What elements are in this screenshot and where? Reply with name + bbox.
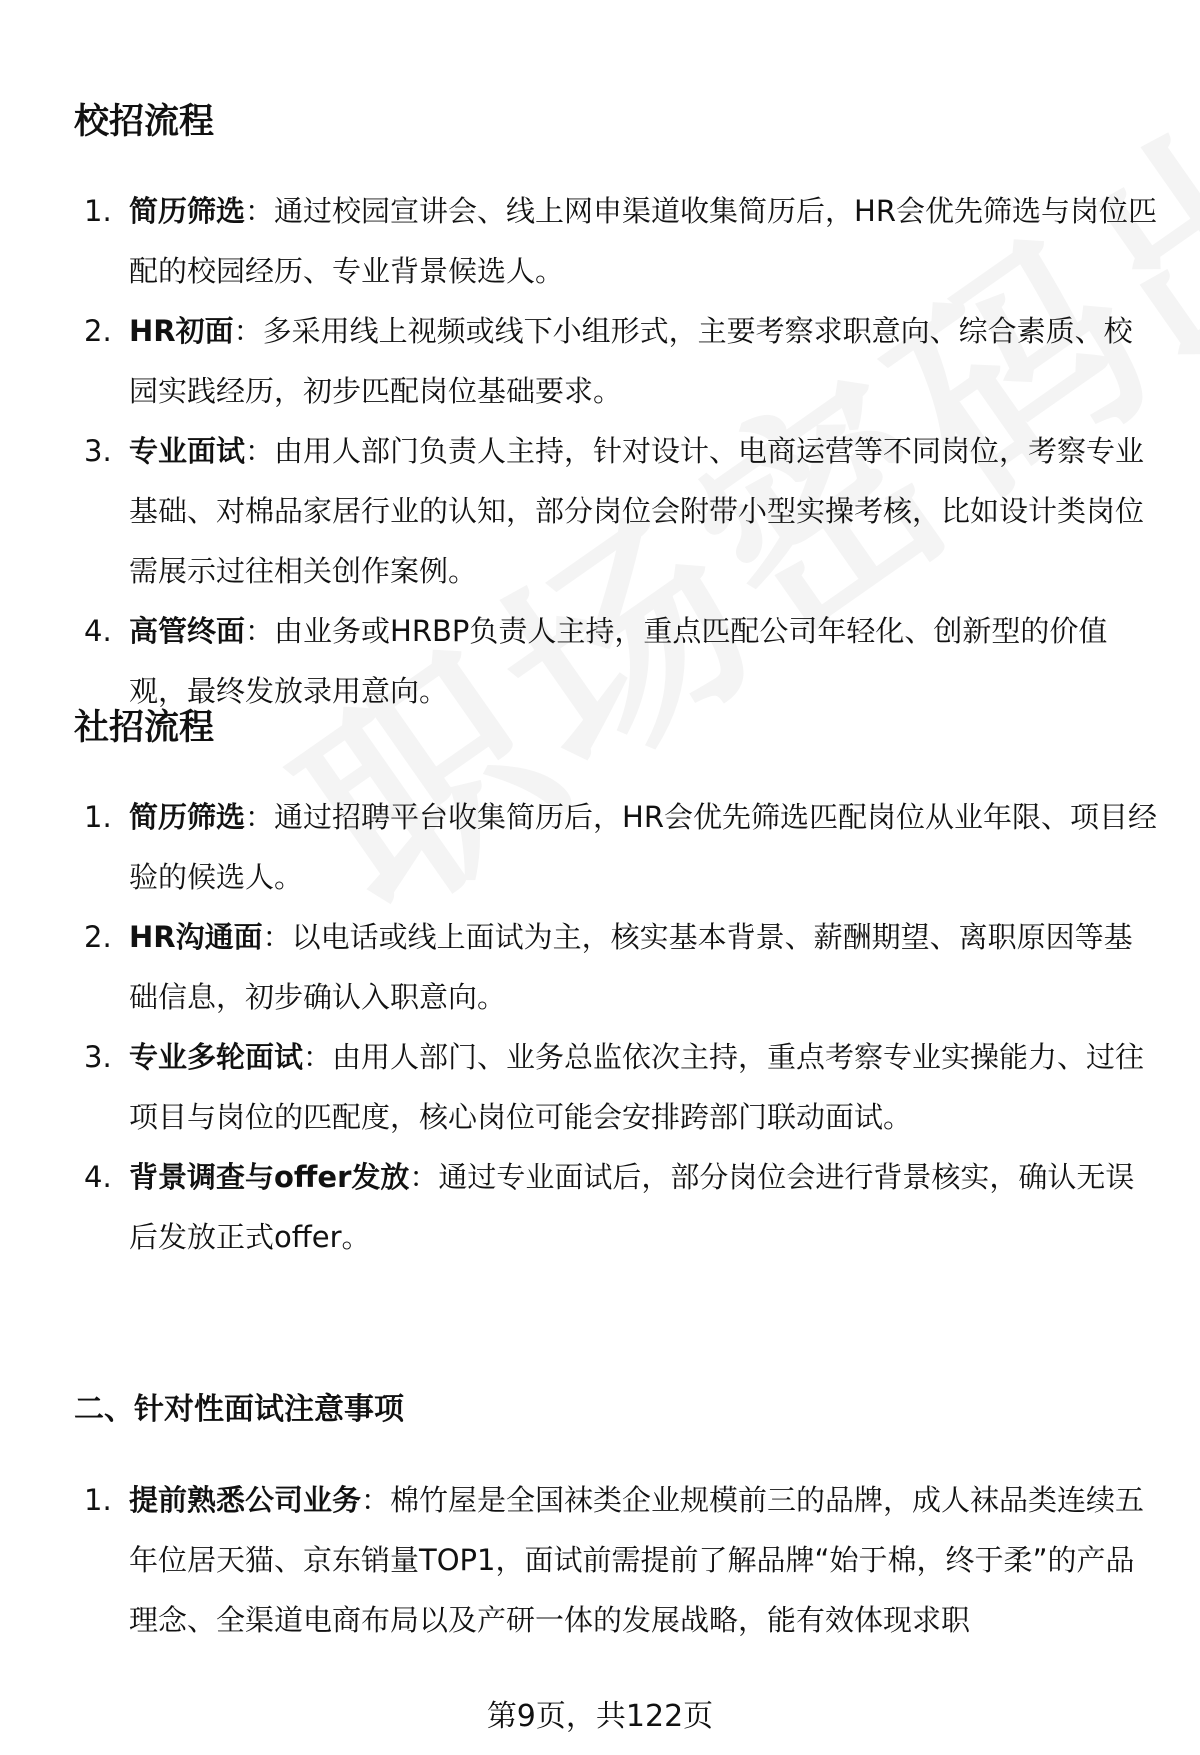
list-number: 3. (84, 434, 112, 468)
list-number: 1. (84, 800, 112, 834)
list-item (0, 301, 1200, 421)
item-text: 通过校园宣讲会、线上网申渠道收集简历后，HR会优先筛选与岗位匹配的校园经历、专业背景候选人。 (129, 194, 1157, 288)
separator: ： (303, 1040, 333, 1074)
item-label: 专业面试 (129, 434, 246, 468)
item-label: HR沟通面 (129, 920, 263, 954)
item-label: 提前熟悉公司业务 (129, 1483, 362, 1517)
separator: ： (262, 920, 292, 954)
item-label: HR初面 (129, 314, 234, 348)
list-item (0, 1027, 1200, 1147)
list-item (0, 1470, 1200, 1650)
item-text: 多采用线上视频或线下小组形式，主要考察求职意向、综合素质、校园实践经历，初步匹配岗位基础要求。 (129, 314, 1133, 408)
page-footer: 第9页，共122页 (486, 1699, 714, 1734)
list-item (0, 1147, 1200, 1267)
social-process-list (0, 787, 1200, 1267)
item-label: 专业多轮面试 (129, 1040, 304, 1074)
campus-process-list (0, 181, 1200, 721)
item-text: 由用人部门、业务总监依次主持，重点考察专业实操能力、过往项目与岗位的匹配度，核心岗位可能会安排跨部门联动面试。 (129, 1040, 1145, 1134)
list-item (0, 787, 1200, 907)
list-number: 2. (84, 920, 112, 954)
item-label: 高管终面 (129, 614, 246, 648)
list-number: 1. (84, 1483, 112, 1517)
section-title-interview-tips: 二、针对性面试注意事项 (74, 1392, 404, 1427)
list-item (0, 421, 1200, 601)
separator: ： (245, 800, 275, 834)
item-label: 简历筛选 (129, 800, 246, 834)
separator: ： (361, 1483, 391, 1517)
separator: ： (409, 1160, 439, 1194)
list-item (0, 601, 1200, 721)
item-text: 由业务或HRBP负责人主持，重点匹配公司年轻化、创新型的价值观，最终发放录用意向。 (129, 614, 1108, 708)
item-text: 以电话或线上面试为主，核实基本背景、薪酬期望、离职原因等基础信息，初步确认入职意向。 (129, 920, 1133, 1014)
interview-tips-list (0, 1470, 1200, 1650)
item-text: 通过招聘平台收集简历后，HR会优先筛选匹配岗位从业年限、项目经验的候选人。 (129, 800, 1157, 894)
item-text: 通过专业面试后，部分岗位会进行背景核实，确认无误后发放正式offer。 (129, 1160, 1135, 1254)
item-text: 棉竹屋是全国袜类企业规模前三的品牌，成人袜品类连续五年位居天猫、京东销量TOP1，面试前需提前了解品牌“始于棉，终于柔”的产品理念、全渠道电商布局以及产研一体的发展战略，能有效体现求职 (129, 1483, 1145, 1637)
list-number: 3. (84, 1040, 112, 1074)
separator: ： (245, 614, 275, 648)
section-title-social: 社招流程 (74, 708, 215, 748)
list-number: 1. (84, 194, 112, 228)
separator: ： (245, 194, 275, 228)
separator: ： (233, 314, 263, 348)
section-title-campus: 校招流程 (74, 102, 215, 142)
item-text: 由用人部门负责人主持，针对设计、电商运营等不同岗位，考察专业基础、对棉品家居行业的认知，部分岗位会附带小型实操考核，比如设计类岗位需展示过往相关创作案例。 (129, 434, 1145, 588)
list-item (0, 181, 1200, 301)
separator: ： (245, 434, 275, 468)
item-label: 背景调查与offer发放 (129, 1160, 410, 1194)
list-number: 4. (84, 614, 112, 648)
item-label: 简历筛选 (129, 194, 246, 228)
list-number: 4. (84, 1160, 112, 1194)
list-item (0, 907, 1200, 1027)
list-number: 2. (84, 314, 112, 348)
